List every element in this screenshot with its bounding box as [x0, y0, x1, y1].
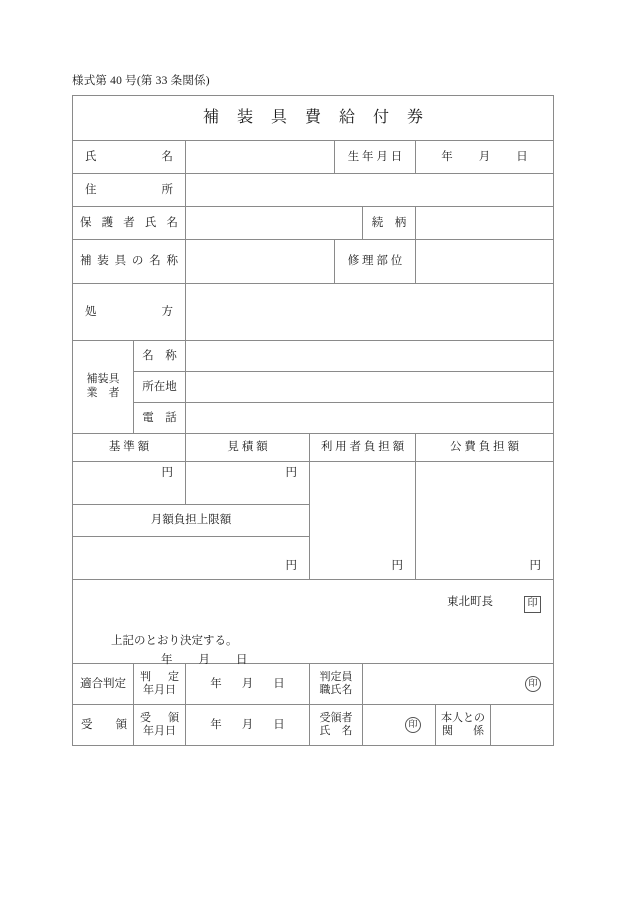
- assessment-row: [73, 664, 554, 705]
- name-label: 氏 名: [85, 150, 173, 163]
- issuing-authority: 東北町長: [447, 596, 494, 609]
- vendor-name-label: 名 称: [142, 349, 177, 362]
- standard-amount-label: 基 準 額: [108, 441, 150, 454]
- user-burden-label-cell: [310, 434, 416, 462]
- recipient-label-line1: 受領者: [319, 712, 353, 725]
- standard-amount-label-cell: [73, 434, 186, 462]
- public-burden-value-cell[interactable]: [416, 462, 554, 580]
- receipt-date-value-cell[interactable]: [186, 705, 310, 746]
- vendor-address-label: 所在地: [142, 380, 177, 393]
- seal-icon: 印: [405, 717, 421, 733]
- vendor-phone-label: 電 話: [142, 411, 177, 424]
- page-title: 補 装 具 費 給 付 券: [203, 109, 431, 126]
- vendor-group-label-line2: 業 者: [86, 387, 120, 399]
- prescription-label: 処 方: [85, 305, 173, 318]
- standard-amount-value-cell[interactable]: [73, 462, 186, 505]
- birth-day-label: 日: [516, 150, 528, 163]
- address-row: [73, 174, 554, 207]
- monthly-cap-label: 月額負担上限額: [150, 514, 232, 527]
- guardian-value-cell[interactable]: [186, 207, 363, 240]
- guardian-label-cell: [73, 207, 186, 240]
- receipt-year-label: 年: [210, 718, 222, 731]
- vendor-address-row: [73, 372, 554, 403]
- assessment-date-label-line2: 年月日: [143, 684, 176, 696]
- assessment-month-label: 月: [241, 677, 254, 690]
- relation-label: 続 柄: [371, 216, 407, 229]
- assessment-date-label-line1: 判 定: [140, 671, 179, 684]
- assessment-date-label-cell: [134, 664, 186, 705]
- seal-icon: 印: [524, 596, 541, 613]
- assessor-label-line1: 判定員: [319, 671, 353, 684]
- monthly-cap-yen: 円: [285, 559, 297, 572]
- receipt-row: [73, 705, 554, 746]
- repair-part-label-cell: [335, 240, 416, 284]
- assessment-day-label: 日: [273, 677, 285, 690]
- address-label: 住 所: [85, 183, 173, 196]
- amount-value-row: [73, 462, 554, 505]
- device-row: [73, 240, 554, 284]
- voucher-table: [72, 95, 554, 746]
- device-name-label-cell: [73, 240, 186, 284]
- decision-statement: 上記のとおり決定する。: [111, 634, 238, 647]
- monthly-cap-label-cell: [73, 505, 310, 537]
- recipient-label-line2: 氏 名: [319, 725, 353, 737]
- assessor-label-line2: 職氏名: [319, 684, 353, 696]
- recipient-value-cell[interactable]: [363, 705, 436, 746]
- public-burden-yen: 円: [529, 559, 542, 572]
- relation-value-cell[interactable]: [416, 207, 554, 240]
- receipt-month-label: 月: [241, 718, 254, 731]
- decision-row: [73, 580, 554, 664]
- vendor-name-value-cell[interactable]: [186, 341, 554, 372]
- guardian-label: 保 護 者 氏 名: [80, 216, 178, 229]
- birthdate-label: 生 年 月 日: [347, 150, 403, 163]
- recipient-relation-label-cell: [436, 705, 491, 746]
- estimate-amount-yen: 円: [285, 467, 297, 479]
- title-row: [73, 96, 554, 141]
- recipient-relation-label-line1: 本人との: [441, 712, 485, 725]
- receipt-date-label-line2: 年月日: [143, 725, 176, 737]
- name-row: [73, 141, 554, 174]
- assessor-value-cell[interactable]: [363, 664, 554, 705]
- vendor-phone-row: [73, 403, 554, 434]
- assessor-label-cell: [310, 664, 363, 705]
- recipient-relation-value-cell[interactable]: [491, 705, 554, 746]
- decision-year-label: 年: [161, 653, 173, 666]
- estimate-amount-value-cell[interactable]: [186, 462, 310, 505]
- user-burden-label: 利 用 者 負 担 額: [320, 441, 405, 454]
- receipt-label-cell: [73, 705, 134, 746]
- prescription-row: [73, 284, 554, 341]
- birthdate-label-cell: [335, 141, 416, 174]
- assessment-date-value-cell[interactable]: [186, 664, 310, 705]
- user-burden-value-cell[interactable]: [310, 462, 416, 580]
- vendor-address-label-cell: [134, 372, 186, 403]
- receipt-label: 受 領: [81, 718, 127, 731]
- vendor-phone-value-cell[interactable]: [186, 403, 554, 434]
- estimate-amount-label: 見 積 額: [227, 441, 268, 454]
- address-value-cell[interactable]: [186, 174, 554, 207]
- recipient-label-cell: [310, 705, 363, 746]
- device-name-label: 補 装 具 の 名 称: [80, 255, 178, 268]
- assessment-year-label: 年: [210, 677, 222, 690]
- monthly-cap-value-cell[interactable]: [73, 537, 310, 580]
- device-name-value-cell[interactable]: [186, 240, 335, 284]
- decision-day-label: 日: [236, 653, 248, 666]
- receipt-date-label-cell: [134, 705, 186, 746]
- form-number: 様式第 40 号(第 33 条関係): [72, 75, 210, 87]
- vendor-address-value-cell[interactable]: [186, 372, 554, 403]
- user-burden-yen: 円: [391, 559, 403, 572]
- birth-month-label: 月: [478, 150, 491, 163]
- repair-part-value-cell[interactable]: [416, 240, 554, 284]
- vendor-phone-label-cell: [134, 403, 186, 434]
- receipt-date-label-line1: 受 領: [140, 712, 179, 725]
- decision-cell: [73, 580, 554, 664]
- estimate-amount-label-cell: [186, 434, 310, 462]
- prescription-label-cell: [73, 284, 186, 341]
- birthdate-value-cell[interactable]: [416, 141, 554, 174]
- assessment-label-cell: [73, 664, 134, 705]
- guardian-row: [73, 207, 554, 240]
- receipt-day-label: 日: [273, 718, 285, 731]
- vendor-name-label-cell: [134, 341, 186, 372]
- name-value-cell[interactable]: [186, 141, 335, 174]
- name-label-cell: [73, 141, 186, 174]
- address-label-cell: [73, 174, 186, 207]
- prescription-value-cell[interactable]: [186, 284, 554, 341]
- vendor-group-label-line1: 補装具: [86, 373, 120, 386]
- public-burden-label-cell: [416, 434, 554, 462]
- repair-part-label: 修 理 部 位: [347, 255, 403, 268]
- seal-icon: 印: [525, 676, 541, 692]
- vendor-name-row: [73, 341, 554, 372]
- standard-amount-yen: 円: [161, 467, 173, 479]
- assessment-label: 適合判定: [80, 677, 126, 690]
- amount-header-row: [73, 434, 554, 462]
- vendor-group-label-cell: [73, 341, 134, 434]
- public-burden-label: 公 費 負 担 額: [450, 441, 519, 454]
- decision-month-label: 月: [198, 653, 210, 666]
- relation-label-cell: [363, 207, 416, 240]
- recipient-relation-label-line2: 関 係: [442, 725, 484, 737]
- title-cell: [73, 96, 554, 141]
- birth-year-label: 年: [441, 150, 453, 163]
